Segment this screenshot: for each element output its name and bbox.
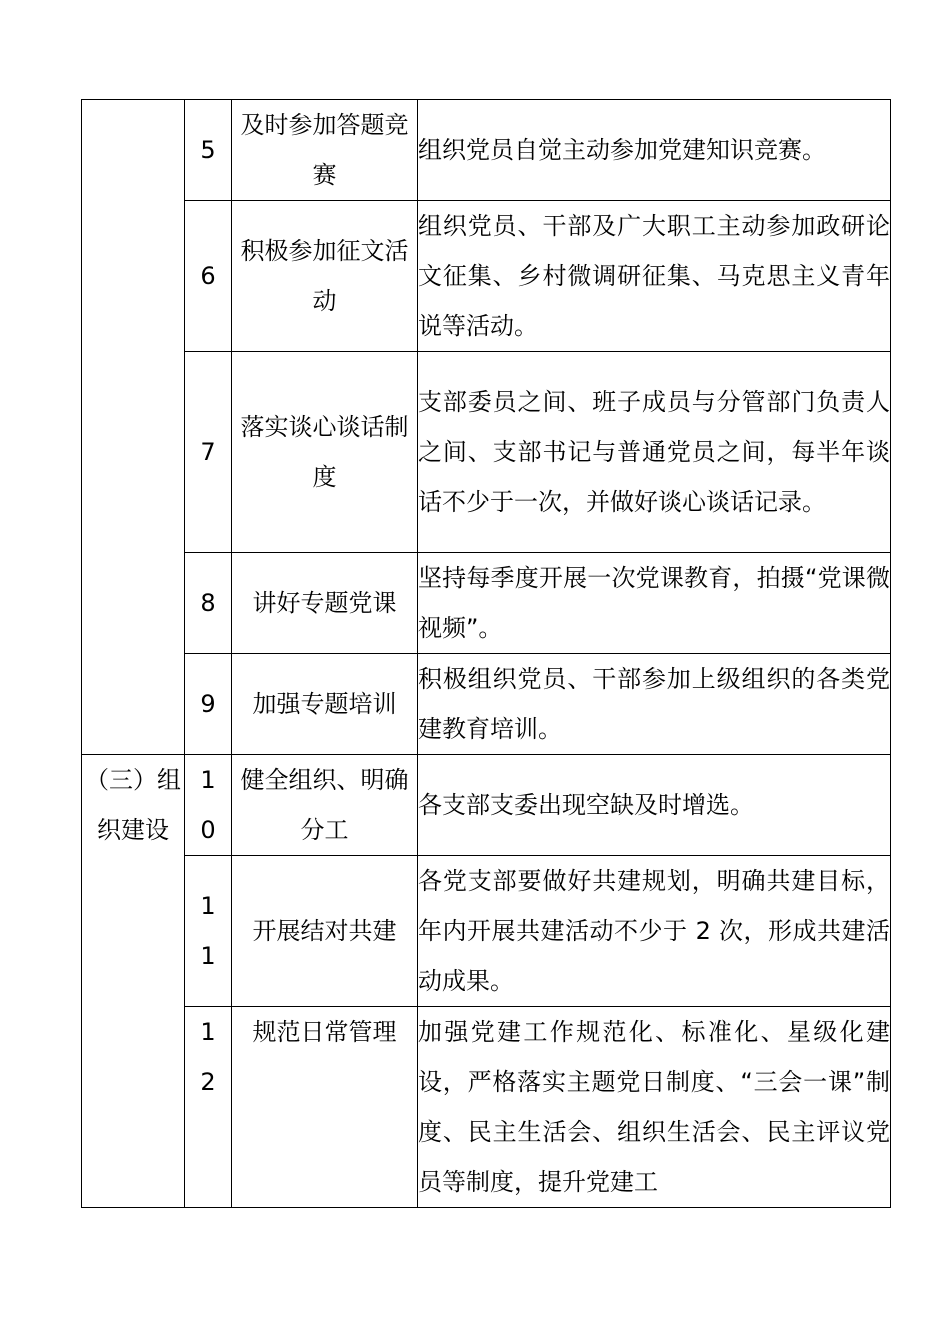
table-row bbox=[82, 755, 891, 856]
table-row bbox=[82, 100, 891, 201]
item-description: 坚持每季度开展一次党课教育，拍摄“党课微视频”。 bbox=[418, 553, 891, 654]
section-heading: （三）组织建设 bbox=[82, 755, 185, 1208]
table-row bbox=[82, 201, 891, 352]
table-row bbox=[82, 553, 891, 654]
item-description: 组织党员自觉主动参加党建知识竞赛。 bbox=[418, 100, 891, 201]
item-title: 健全组织、明确分工 bbox=[232, 755, 418, 856]
row-number: 10 bbox=[185, 755, 232, 856]
item-title: 开展结对共建 bbox=[232, 856, 418, 1007]
table-row bbox=[82, 352, 891, 553]
table-row bbox=[82, 654, 891, 755]
item-title: 加强专题培训 bbox=[232, 654, 418, 755]
item-description: 加强党建工作规范化、标准化、星级化建设，严格落实主题党日制度、“三会一课”制度、民主生活会、组织生活会、民主评议党员等制度，提升党建工 bbox=[418, 1007, 891, 1208]
table-row bbox=[82, 1007, 891, 1208]
row-number: 8 bbox=[185, 553, 232, 654]
item-description: 组织党员、干部及广大职工主动参加政研论文征集、乡村微调研征集、马克思主义青年说等活动。 bbox=[418, 201, 891, 352]
item-description: 积极组织党员、干部参加上级组织的各类党建教育培训。 bbox=[418, 654, 891, 755]
item-title: 及时参加答题竞赛 bbox=[232, 100, 418, 201]
table-row bbox=[82, 856, 891, 1007]
item-description: 支部委员之间、班子成员与分管部门负责人之间、支部书记与普通党员之间，每半年谈话不少于一次，并做好谈心谈话记录。 bbox=[418, 352, 891, 553]
item-description: 各党支部要做好共建规划，明确共建目标，年内开展共建活动不少于 2 次，形成共建活动成果。 bbox=[418, 856, 891, 1007]
row-number: 9 bbox=[185, 654, 232, 755]
item-title: 积极参加征文活动 bbox=[232, 201, 418, 352]
row-number: 5 bbox=[185, 100, 232, 201]
work-plan-table bbox=[81, 99, 891, 1208]
item-title: 规范日常管理 bbox=[232, 1007, 418, 1208]
row-number: 12 bbox=[185, 1007, 232, 1208]
item-title: 讲好专题党课 bbox=[232, 553, 418, 654]
row-number: 6 bbox=[185, 201, 232, 352]
row-number: 7 bbox=[185, 352, 232, 553]
item-description: 各支部支委出现空缺及时增选。 bbox=[418, 755, 891, 856]
section-cell-empty bbox=[82, 100, 185, 755]
row-number: 11 bbox=[185, 856, 232, 1007]
item-title: 落实谈心谈话制度 bbox=[232, 352, 418, 553]
